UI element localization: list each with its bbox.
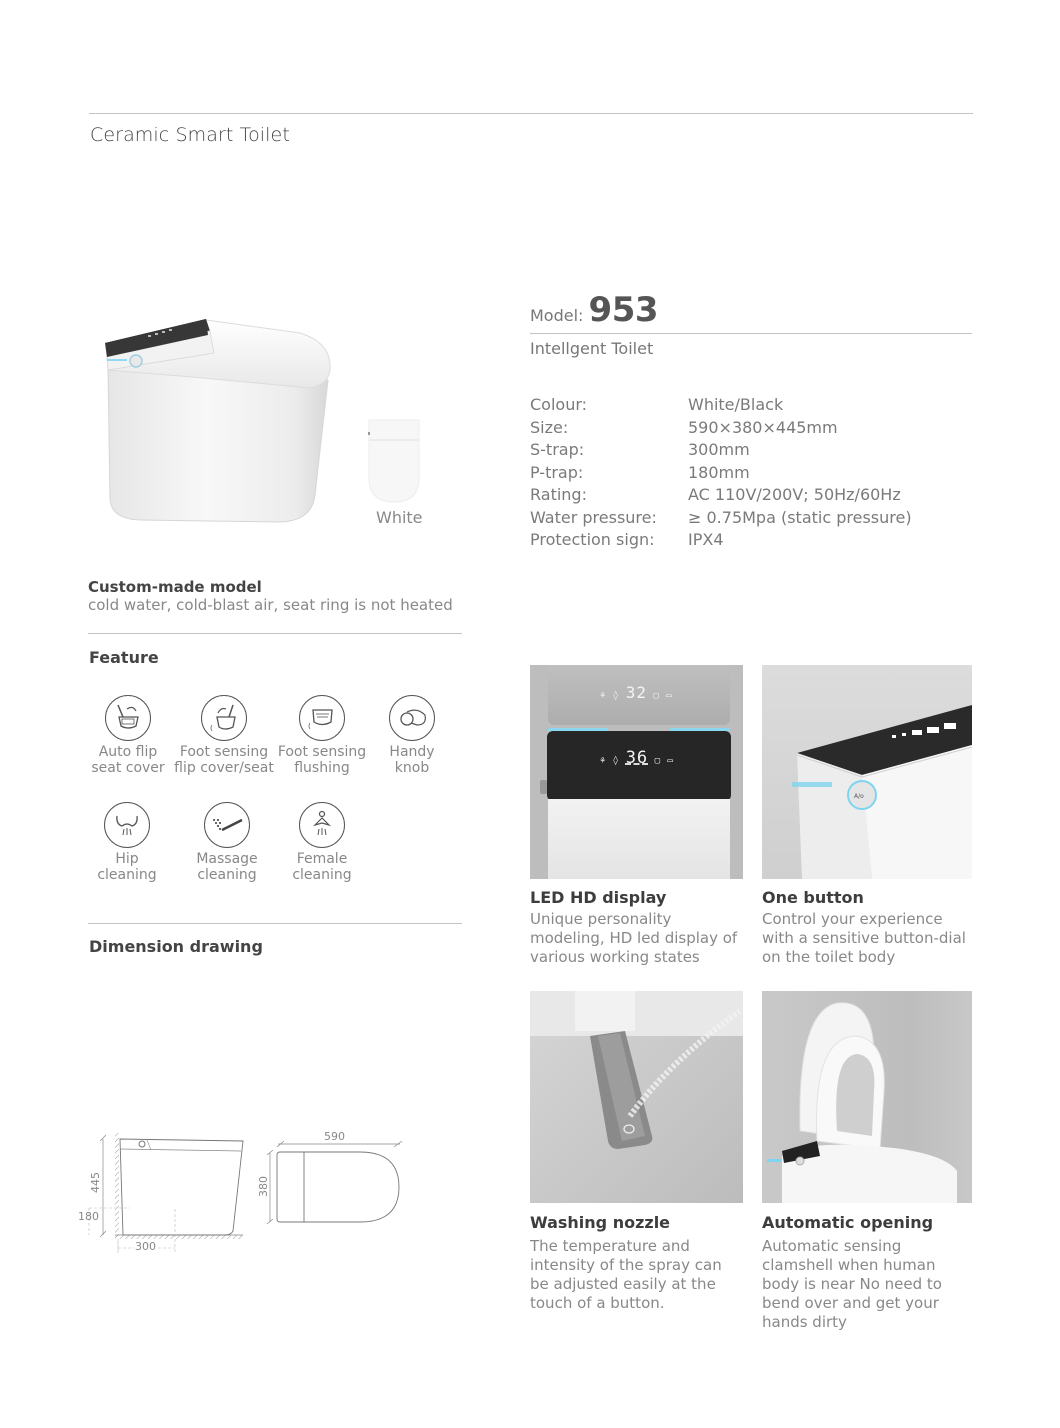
- feature-label: seat cover: [91, 760, 165, 776]
- card-title: Washing nozzle: [530, 1213, 671, 1232]
- spec-value: 590×380×445mm: [688, 418, 838, 437]
- feature-foot-sensing-flip: [174, 695, 274, 776]
- spec-label: P-trap:: [530, 463, 584, 482]
- feature-handy-knob: [362, 695, 462, 776]
- card-title: LED HD display: [530, 888, 667, 907]
- feature-label: cleaning: [97, 867, 157, 883]
- dim-width: 380: [257, 1176, 270, 1197]
- page-title: Ceramic Smart Toilet: [90, 124, 290, 146]
- model-divider: [530, 333, 972, 334]
- model-label: Model:: [530, 306, 584, 325]
- model-header: [530, 290, 658, 330]
- feature-heading: Feature: [89, 648, 159, 667]
- dim-height: 445: [89, 1172, 102, 1193]
- dim-ptrap: 180: [78, 1210, 99, 1223]
- dim-strap: 300: [135, 1240, 156, 1253]
- feature-label: cleaning: [292, 867, 352, 883]
- feature-label: Auto flip: [98, 744, 158, 760]
- feature-divider: [88, 923, 462, 924]
- feature-label: Massage: [196, 851, 258, 867]
- product-hero-image: [100, 315, 340, 525]
- feature-label: Foot sensing: [277, 744, 367, 760]
- photo-washing-nozzle: [530, 991, 743, 1203]
- photo-automatic-opening: [762, 991, 972, 1203]
- massage-cleaning-icon: [204, 802, 250, 848]
- feature-label: cleaning: [197, 867, 257, 883]
- feature-massage-cleaning: [177, 802, 277, 883]
- spec-label: S-trap:: [530, 440, 585, 459]
- dimension-top-view: [252, 1125, 422, 1230]
- feature-auto-flip: [78, 695, 178, 776]
- spec-value: 180mm: [688, 463, 750, 482]
- display-top-readout: ⚘ ◊ 32 ▢ ▭: [600, 683, 673, 702]
- spec-value: IPX4: [688, 530, 724, 549]
- dimension-side-view: [75, 1125, 255, 1260]
- card-description: Automatic sensing clamshell when human body is near No need to bend over and get your hands dirty: [762, 1237, 942, 1331]
- model-number: 953: [588, 290, 659, 330]
- spec-label: Rating:: [530, 485, 587, 504]
- photo-led-display: [530, 665, 743, 879]
- color-swatch-label: White: [376, 508, 423, 527]
- feature-label: flip cover/seat: [174, 760, 274, 776]
- display-bottom-readout: ⚘ ◊ 36 ▢ ▭: [600, 748, 674, 768]
- color-swatch-white[interactable]: [368, 418, 420, 504]
- spec-value: ≥ 0.75Mpa (static pressure): [688, 508, 912, 527]
- feature-female-cleaning: [272, 802, 372, 883]
- dim-length: 590: [324, 1130, 345, 1143]
- handy-knob-icon: [389, 695, 435, 741]
- photo-one-button: [762, 665, 972, 879]
- feature-label: knob: [394, 760, 430, 776]
- card-description: The temperature and intensity of the spray can be adjusted easily at the touch of a button.: [530, 1237, 722, 1312]
- spec-label: Size:: [530, 418, 569, 437]
- card-title: Automatic opening: [762, 1213, 934, 1232]
- feature-foot-sensing-flush: [272, 695, 372, 776]
- custom-divider: [88, 633, 462, 634]
- spec-label: Water pressure:: [530, 508, 657, 527]
- foot-sensing-flush-icon: [299, 695, 345, 741]
- product-subtitle: Intellgent Toilet: [530, 339, 654, 358]
- feature-label: Handy: [389, 744, 435, 760]
- feature-label: Foot sensing: [179, 744, 269, 760]
- card-title: One button: [762, 888, 864, 907]
- custom-model-description: cold water, cold-blast air, seat ring is not heated: [88, 596, 453, 614]
- spec-label: Colour:: [530, 395, 588, 414]
- card-description: Control your experience with a sensitive button-dial on the toilet body: [762, 910, 966, 966]
- feature-hip-cleaning: [77, 802, 177, 883]
- feature-label: Female: [296, 851, 348, 867]
- female-cleaning-icon: [299, 802, 345, 848]
- dimension-heading: Dimension drawing: [89, 937, 263, 956]
- custom-model-heading: Custom-made model: [88, 578, 262, 596]
- card-description: Unique personality modeling, HD led display of various working states: [530, 910, 738, 966]
- feature-label: flushing: [294, 760, 350, 776]
- hip-cleaning-icon: [104, 802, 150, 848]
- spec-value: AC 110V/200V; 50Hz/60Hz: [688, 485, 901, 504]
- foot-sensing-flip-icon: [201, 695, 247, 741]
- spec-label: Protection sign:: [530, 530, 655, 549]
- svg-text:A/o: A/o: [854, 793, 864, 800]
- top-divider: [89, 113, 973, 114]
- feature-label: Hip: [115, 851, 139, 867]
- auto-flip-icon: [105, 695, 151, 741]
- spec-value: 300mm: [688, 440, 750, 459]
- spec-value: White/Black: [688, 395, 784, 414]
